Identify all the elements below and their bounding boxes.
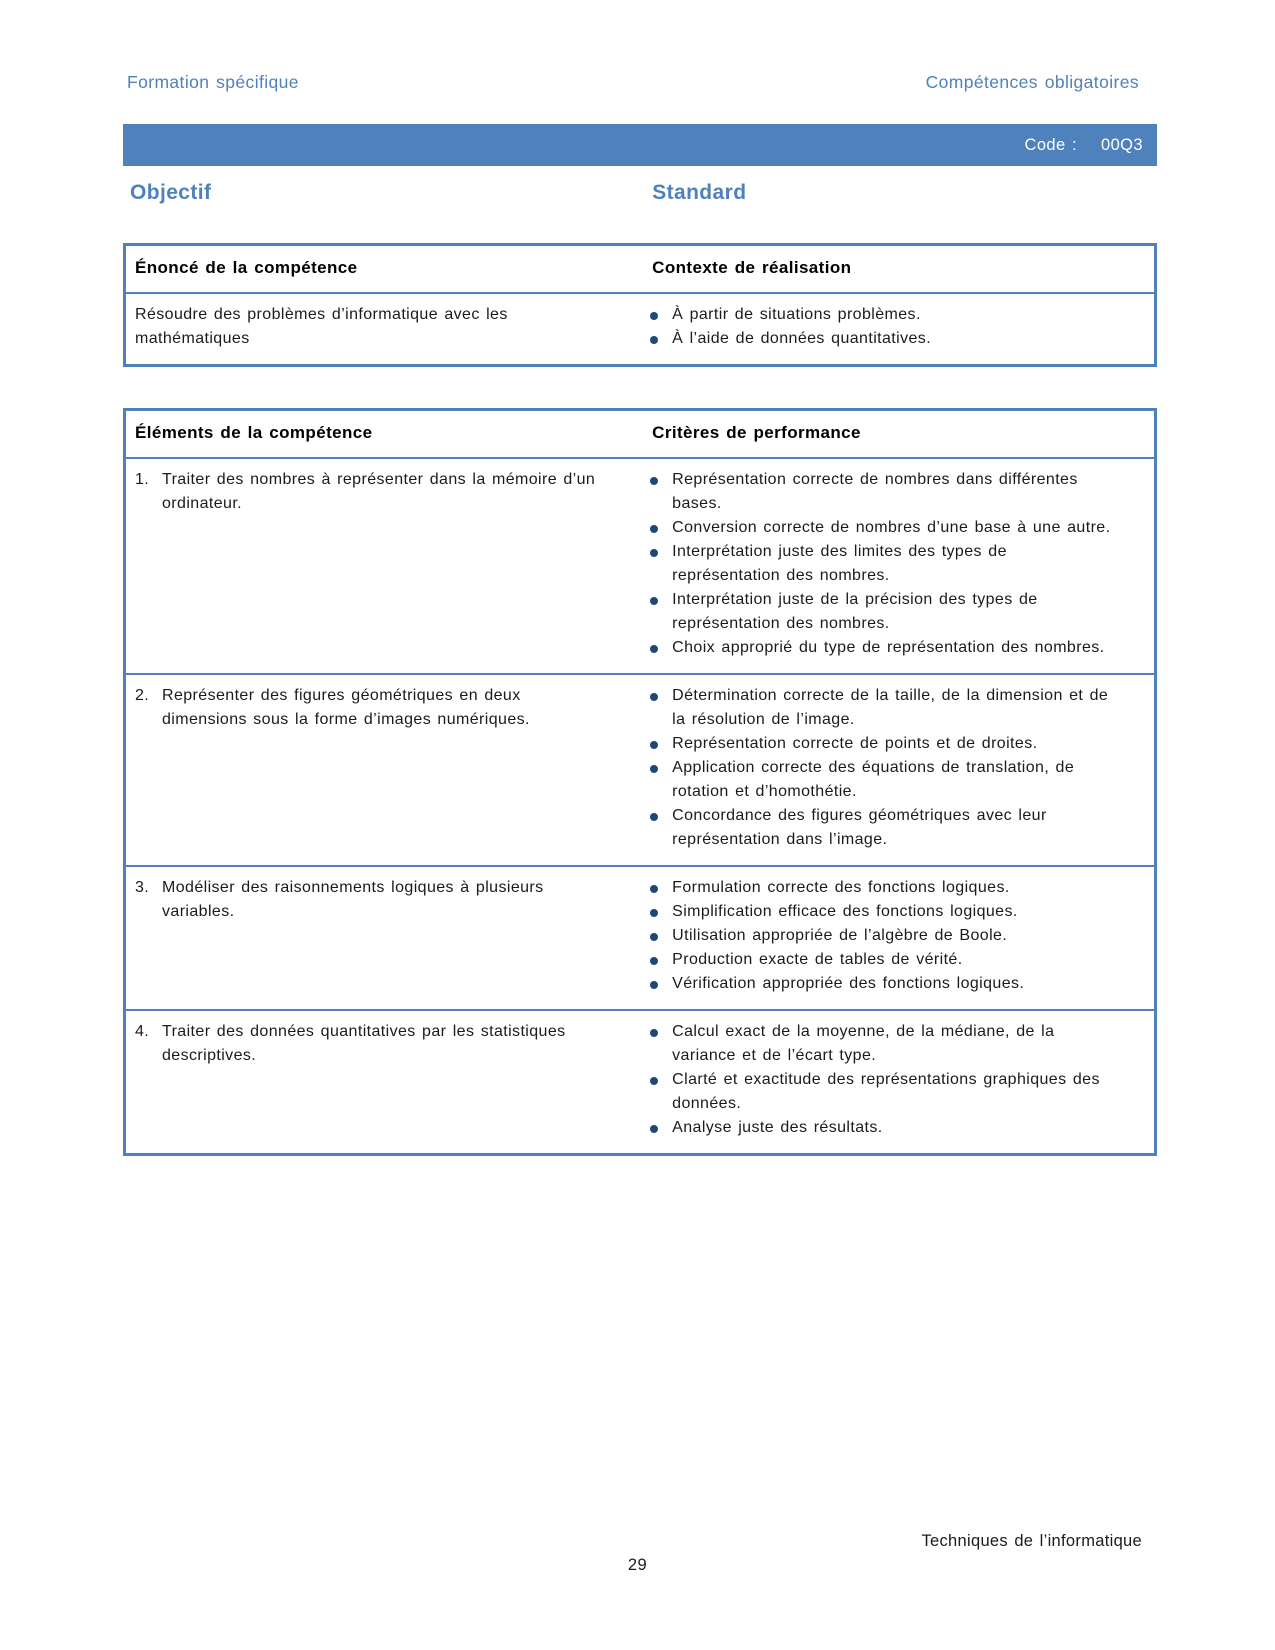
criterion-item: Vérification appropriée des fonctions logiques. [646,972,1112,996]
contexte-bullet-list [646,303,1120,351]
page-number: 29 [627,1556,648,1574]
element-cell-3 [126,876,646,996]
criteria-list-3 [646,876,1120,996]
criteria-list-4 [646,1020,1120,1140]
element-row-4 [126,1009,1154,1153]
criterion-item: Calcul exact de la moyenne, de la médiane, de la variance et de l’écart type. [646,1020,1112,1068]
element-text-2: Représenter des figures géométriques en deux dimensions sous la forme d’images numériques. [162,687,530,728]
criteria-list-2 [646,684,1120,852]
criterion-item: Représentation correcte de points et de droites. [646,732,1112,756]
code-value: 00Q3 [1101,135,1143,154]
running-header [123,71,1157,93]
elements-table [123,408,1157,1156]
criterion-item: Analyse juste des résultats. [646,1116,1112,1140]
code-label: Code : [1024,135,1078,154]
footer-program-name: Techniques de l’informatique [921,1532,1142,1550]
criteria-cell-4 [646,1020,1154,1140]
element-number-2: 2. [135,687,150,704]
element-number-1: 1. [135,471,150,488]
criterion-item: Simplification efficace des fonctions logiques. [646,900,1112,924]
header-left-text: Formation spécifique [127,72,299,92]
header-right-text: Compétences obligatoires [925,72,1139,92]
criterion-item: Utilisation appropriée de l’algèbre de Boole. [646,924,1112,948]
code-banner [123,124,1157,166]
heading-objectif: Objectif [130,181,212,204]
element-number-3: 3. [135,879,150,896]
enonce-body-row [126,294,1154,364]
element-row-3 [126,865,1154,1009]
competence-statement: Résoudre des problèmes d’informatique avec les mathématiques [135,306,508,347]
section-headings [123,180,1157,206]
criterion-item: Détermination correcte de la taille, de la dimension et de la résolution de l’image. [646,684,1112,732]
elements-table-header [126,411,1154,459]
element-cell-1 [126,468,646,660]
page-content [123,0,1157,1156]
criterion-item: Interprétation juste de la précision des types de représentation des nombres. [646,588,1112,636]
element-text-1: Traiter des nombres à représenter dans la mémoire d’un ordinateur. [162,471,596,512]
element-cell-2 [126,684,646,852]
criteria-list-1 [646,468,1120,660]
criterion-item: Clarté et exactitude des représentations graphiques des données. [646,1068,1112,1116]
criteres-header-cell: Critères de performance [652,423,861,442]
criterion-item: Conversion correcte de nombres d’une base à une autre. [646,516,1112,540]
criterion-item: Concordance des figures géométriques avec leur représentation dans l’image. [646,804,1112,852]
elements-header-cell: Éléments de la compétence [135,423,373,442]
element-number-4: 4. [135,1023,150,1040]
criterion-item: Formulation correcte des fonctions logiques. [646,876,1112,900]
element-row-2 [126,673,1154,865]
criterion-item: Application correcte des équations de translation, de rotation et d’homothétie. [646,756,1112,804]
criterion-item: Choix approprié du type de représentation des nombres. [646,636,1112,660]
element-text-3: Modéliser des raisonnements logiques à plusieurs variables. [162,879,544,920]
criteria-cell-1 [646,468,1154,660]
criteria-cell-3 [646,876,1154,996]
element-cell-4 [126,1020,646,1140]
contexte-cell [646,303,1154,351]
heading-standard: Standard [652,181,747,204]
element-text-4: Traiter des données quantitatives par les statistiques descriptives. [162,1023,566,1064]
criterion-item: Interprétation juste des limites des types de représentation des nombres. [646,540,1112,588]
element-row-1 [126,459,1154,673]
enonce-header-cell: Énoncé de la compétence [135,258,358,277]
enonce-table-header [126,246,1154,294]
enonce-table [123,243,1157,367]
criteria-cell-2 [646,684,1154,852]
contexte-bullet-item: À l’aide de données quantitatives. [646,327,1112,351]
contexte-header-cell: Contexte de réalisation [652,258,852,277]
contexte-bullet-item: À partir de situations problèmes. [646,303,1112,327]
criterion-item: Production exacte de tables de vérité. [646,948,1112,972]
criterion-item: Représentation correcte de nombres dans différentes bases. [646,468,1112,516]
